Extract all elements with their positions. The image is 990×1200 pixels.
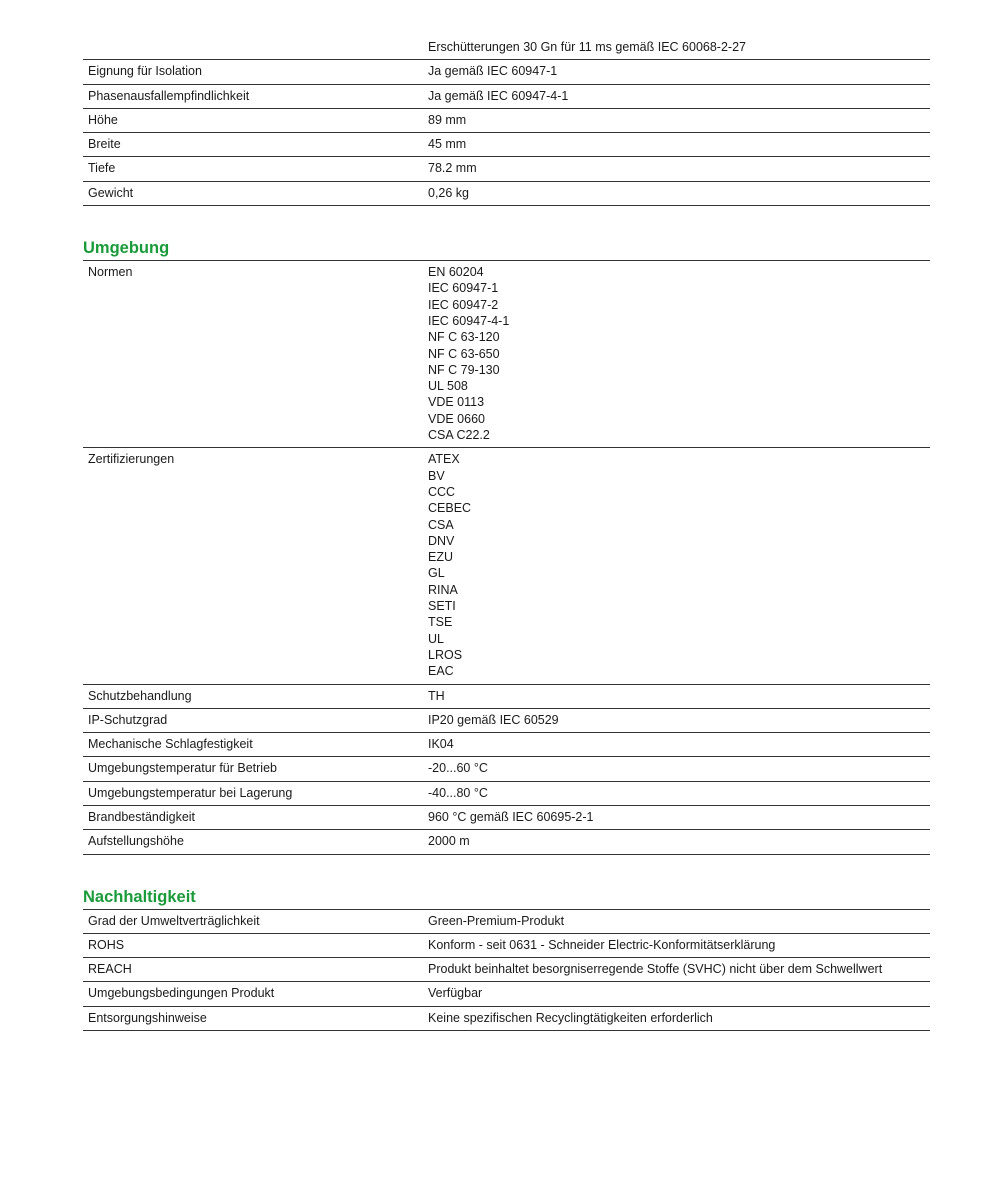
umgebung-table [83, 260, 930, 855]
table-row [83, 36, 930, 60]
row-label: Umgebungstemperatur für Betrieb [88, 761, 277, 776]
row-value: Konform - seit 0631 - Schneider Electric-Konformitätserklärung [428, 937, 776, 952]
table-row [83, 157, 930, 181]
row-value: 0,26 kg [428, 185, 470, 200]
row-label: Umgebungstemperatur bei Lagerung [88, 785, 293, 800]
table-row [83, 84, 930, 108]
row-value: TH [428, 688, 445, 703]
list-item: UL [428, 631, 444, 646]
list-item: GL [428, 566, 445, 581]
row-value: 89 mm [428, 112, 467, 127]
list-item: ATEX [428, 452, 460, 467]
section-umgebung [83, 238, 930, 855]
table-row [83, 181, 930, 205]
row-value: Erschütterungen 30 Gn für 11 ms gemäß IEC 60068-2-27 [428, 40, 746, 54]
row-label: Schutzbehandlung [88, 688, 192, 703]
normen-list [428, 261, 930, 448]
table-row [83, 60, 930, 84]
list-item: EZU [428, 550, 453, 565]
list-item: NF C 63-650 [428, 346, 500, 361]
list-item: UL 508 [428, 379, 468, 394]
section-title: Nachhaltigkeit [83, 887, 196, 906]
table-row [83, 958, 930, 982]
table-row [83, 805, 930, 829]
list-item: VDE 0113 [428, 395, 485, 410]
list-item: CSA [428, 517, 454, 532]
row-value: 2000 m [428, 834, 470, 849]
list-item: SETI [428, 599, 456, 614]
row-label: Phasenausfallempfindlichkeit [88, 88, 250, 103]
list-item: NF C 79-130 [428, 362, 500, 377]
row-value: 960 °C gemäß IEC 60695-2-1 [428, 809, 594, 824]
row-label: REACH [88, 962, 132, 977]
table-row [83, 261, 930, 448]
list-item: VDE 0660 [428, 411, 485, 426]
row-label: Mechanische Schlagfestigkeit [88, 737, 253, 752]
list-item: CSA C22.2 [428, 428, 490, 443]
table-row [83, 757, 930, 781]
section-title: Umgebung [83, 239, 170, 258]
nachhaltigkeit-table [83, 909, 930, 1031]
row-value: 78.2 mm [428, 161, 477, 176]
row-label: Aufstellungshöhe [88, 834, 184, 849]
list-item: IEC 60947-1 [428, 281, 499, 296]
row-label: IP-Schutzgrad [88, 712, 168, 727]
table-row [83, 708, 930, 732]
row-value: IK04 [428, 737, 454, 752]
table-row [83, 448, 930, 684]
row-label: Zertifizierungen [88, 452, 175, 467]
row-value: 45 mm [428, 137, 467, 152]
row-label: Breite [88, 137, 121, 152]
row-value: -20...60 °C [428, 761, 488, 776]
list-item: EN 60204 [428, 265, 484, 280]
row-label: Normen [88, 265, 133, 280]
row-value: Green-Premium-Produkt [428, 913, 565, 928]
row-value: Ja gemäß IEC 60947-4-1 [428, 88, 569, 103]
table-row [83, 982, 930, 1006]
table-row [83, 133, 930, 157]
section-nachhaltigkeit [83, 887, 930, 1031]
list-item: TSE [428, 615, 453, 630]
list-item: EAC [428, 664, 454, 679]
table-row [83, 108, 930, 132]
row-label: Eignung für Isolation [88, 64, 202, 79]
zertifizierungen-list [428, 448, 930, 684]
row-label: Brandbeständigkeit [88, 809, 196, 824]
datasheet-page [83, 0, 930, 1031]
row-value: IP20 gemäß IEC 60529 [428, 712, 559, 727]
row-label: ROHS [88, 937, 125, 952]
row-label: Höhe [88, 112, 118, 127]
table-row [83, 781, 930, 805]
row-value: Verfügbar [428, 986, 483, 1001]
row-value: Ja gemäß IEC 60947-1 [428, 64, 558, 79]
list-item: CEBEC [428, 501, 472, 516]
table-row [83, 830, 930, 854]
row-label: Tiefe [88, 161, 116, 176]
top-spec-table [83, 36, 930, 206]
list-item: BV [428, 468, 445, 483]
table-row [83, 684, 930, 708]
table-row [83, 1006, 930, 1030]
list-item: CCC [428, 484, 456, 499]
table-row [83, 733, 930, 757]
row-label: Gewicht [88, 185, 134, 200]
table-row [83, 909, 930, 933]
list-item: NF C 63-120 [428, 330, 500, 345]
list-item: DNV [428, 533, 455, 548]
list-item: IEC 60947-4-1 [428, 313, 510, 328]
row-value: Produkt beinhaltet besorgniserregende Stoffe (SVHC) nicht über dem Schwellwert [428, 962, 883, 977]
list-item: LROS [428, 647, 463, 662]
row-value: Keine spezifischen Recyclingtätigkeiten erforderlich [428, 1010, 713, 1025]
row-label: Umgebungsbedingungen Produkt [88, 986, 275, 1001]
row-label [83, 36, 428, 60]
row-label: Grad der Umweltverträglichkeit [88, 913, 260, 928]
row-value: -40...80 °C [428, 785, 488, 800]
table-row [83, 933, 930, 957]
list-item: IEC 60947-2 [428, 297, 499, 312]
row-label: Entsorgungshinweise [88, 1010, 207, 1025]
list-item: RINA [428, 582, 458, 597]
